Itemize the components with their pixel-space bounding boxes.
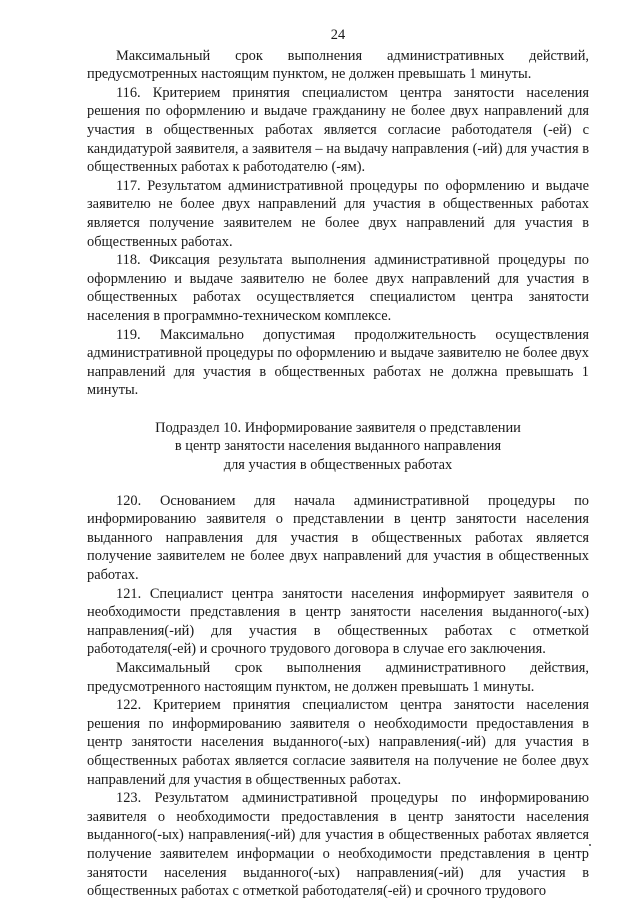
paragraph-max-time-115: Максимальный срок выполнения административных действий, предусмотренных настоящим пунктом, не должен превышать 1 минуты. [87, 47, 589, 83]
page-number: 24 [330, 27, 346, 43]
section-heading-line-1: Подраздел 10. Информирование заявителя о представлении [155, 419, 521, 436]
paragraph-max-time-121: Максимальный срок выполнения административного действия, предусмотренного настоящим пунктом, не должен превышать 1 минуты. [87, 660, 589, 695]
scan-speck [589, 844, 591, 846]
paragraph-117: 117. Результатом административной процедуры по оформлению и выдаче заявителю не более двух направлений для участия в общественных работах является получение заявителем не более двух направлений для участия в общественных работах. [87, 177, 589, 250]
paragraph-121: 121. Специалист центра занятости населения информирует заявителя о необходимости представления в центр занятости населения выданного(-ых) направления(-ий) для участия в общественных работах с отметкой работодателя(-ей) и срочного трудового договора в случае его заключения. [87, 585, 589, 658]
paragraph-122: 122. Критерием принятия специалистом центра занятости населения решения по информированию заявителя о необходимости предоставления в центр занятости населения выданного(-ых) направления(-ий) для участия в общественных работах является согласие заявителя на получение не более двух направлений для участия в общественных работах. [87, 697, 589, 788]
paragraph-123: 123. Результатом административной процедуры по информированию заявителя о необходимости предоставления в центр занятости населения выданного(-ых) направления(-ий) для участия в общественных работах является получение заявителем информации о необходимости представления в центр занятости населения выданного(-ых) направления(-ий) для участия в общественных работах с отметкой работодателя(-ей) и срочного трудового [87, 790, 589, 900]
paragraph-119: 119. Максимально допустимая продолжительность осуществления административной процедуры по оформлению и выдаче заявителю не более двух направлений для участия в общественных работах не должна превышать 1 минуты. [87, 326, 589, 399]
paragraph-116: 116. Критерием принятия специалистом центра занятости населения решения по оформлению и выдаче гражданину не более двух направлений для участия в общественных работах является согласие работодателя (-ей) с кандидатурой заявителя, а заявителя – на выдачу направления (-ий) для участия в общественных работах к работодателю (-ям). [87, 84, 589, 176]
section-heading-line-3: для участия в общественных работах [223, 457, 453, 474]
document-page [87, 26, 589, 901]
section-heading-line-2: в центр занятости населения выданного направления [174, 438, 502, 455]
paragraph-120: 120. Основанием для начала административной процедуры по информированию заявителя о представлении в центр занятости населения выданного направления для участия в общественных работах является получение заявителем не более двух направлений для участия в общественных работах. [87, 492, 589, 584]
paragraph-118: 118. Фиксация результата выполнения административной процедуры по оформлению и выдаче заявителю не более двух направлений для участия в общественных работах осуществляется специалистом центра занятости населения в программно-техническом комплексе. [87, 252, 589, 324]
section-heading [87, 419, 589, 475]
